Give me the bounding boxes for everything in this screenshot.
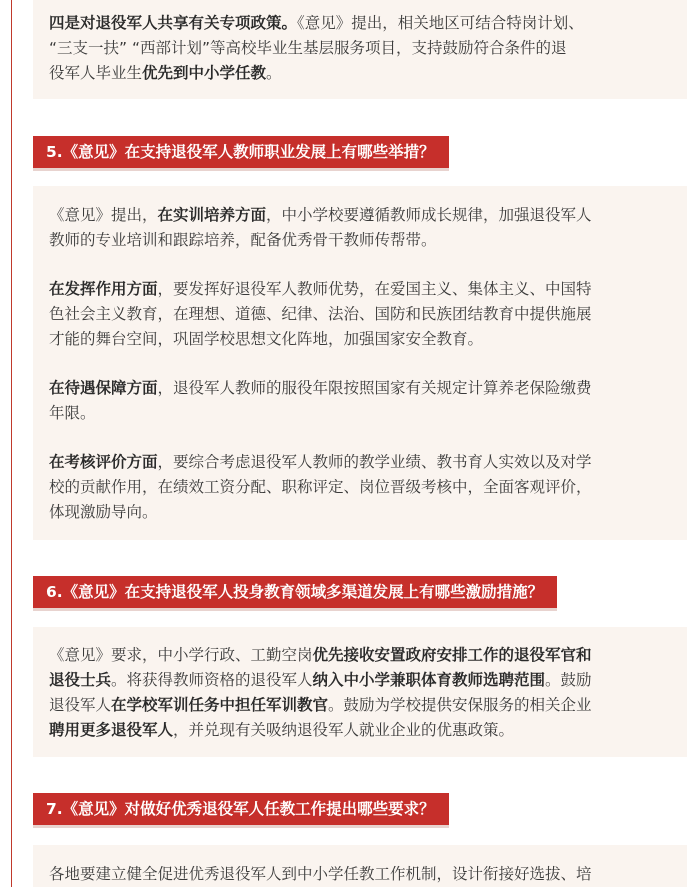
paragraph [49,376,675,426]
paragraph [49,203,675,253]
emphasis-text: 退役士兵 [49,671,112,689]
emphasis-text: 优先到中小学任教 [142,64,267,82]
body-text: ，要综合考虑退役军人教师的教学业绩、教书育人实效以及对学 [157,453,592,471]
question-7-answer-panel [33,845,687,887]
body-text: ，并兑现有关吸纳退役军人就业企业的优惠政策。 [173,721,515,739]
body-text: 各地要建立健全促进优秀退役军人到中小学任教工作机制，设计衔接好选拔、培 [49,865,592,883]
body-text: 校的贡献作用，在绩效工资分配、职称评定、岗位晋级考核中，全面客观评价， [49,478,592,496]
emphasis-text: 在学校军训任务中担任军训教官 [111,696,329,714]
body-text: ，退役军人教师的服役年限按照国家有关规定计算养老保险缴费 [157,379,592,397]
body-text: “三支一扶” “西部计划”等高校毕业生基层服务项目，支持鼓励符合条件的退 [49,39,567,57]
question-6-answer-text [49,643,675,743]
body-text: 色社会主义教育，在理想、道德、纪律、法治、国防和民族团结教育中提供施展 [49,305,592,323]
body-text: 《意见》提出， [49,206,158,224]
emphasis-text: 聘用更多退役军人 [49,721,174,739]
paragraph [49,277,675,352]
question-7-heading: 7.《意见》对做好优秀退役军人任教工作提出哪些要求？ [33,793,449,825]
body-text: 《意见》提出，相关地区可结合特岗计划、 [297,14,584,32]
body-text: 《意见》要求，中小学行政、工勤空岗 [49,646,313,664]
body-text: ，中小学校要遵循教师成长规律，加强退役军人 [266,206,592,224]
emphasis-text: 优先接收安置政府安排工作的退役军官和 [312,646,592,664]
body-text: 退役军人 [49,696,112,714]
paragraph [49,643,675,743]
emphasis-text: 在考核评价方面 [49,453,158,471]
section-4-tail-panel [33,0,687,99]
body-text: 教师的专业培训和跟踪培养，配备优秀骨干教师传帮带。 [49,231,437,249]
emphasis-text: 在待遇保障方面 [49,379,158,397]
body-text: 体现激励导向。 [49,503,158,521]
question-5-answer-panel [33,186,687,540]
question-6-heading: 6.《意见》在支持退役军人投身教育领域多渠道发展上有哪些激励措施？ [33,576,557,608]
paragraph [49,450,675,525]
question-5-answer-text [49,203,675,525]
question-7-answer-text [49,862,675,887]
question-6-answer-panel [33,627,687,757]
body-text: 。 [266,64,282,82]
section-4-tail-text [49,11,675,86]
body-text: 年限。 [49,404,96,422]
emphasis-text: 在发挥作用方面 [49,280,158,298]
emphasis-text: 在实训培养方面 [157,206,267,224]
question-5-heading: 5.《意见》在支持退役军人教师职业发展上有哪些举措？ [33,136,449,168]
body-text: 。将获得教师资格的退役军人 [111,671,313,689]
emphasis-text: 纳入中小学兼职体育教师选聘范围 [312,671,546,689]
body-text: 役军人毕业生 [49,64,143,82]
body-text: 。鼓励为学校提供安保服务的相关企业 [328,696,592,714]
emphasis-text: 四是对退役军人共享有关专项政策。 [49,14,298,32]
body-text: 才能的舞台空间，巩固学校思想文化阵地，加强国家安全教育。 [49,330,484,348]
paragraph [49,862,675,887]
left-accent-rule [11,0,12,887]
body-text: ，要发挥好退役军人教师优势，在爱国主义、集体主义、中国特 [157,280,592,298]
body-text: 。鼓励 [545,671,592,689]
